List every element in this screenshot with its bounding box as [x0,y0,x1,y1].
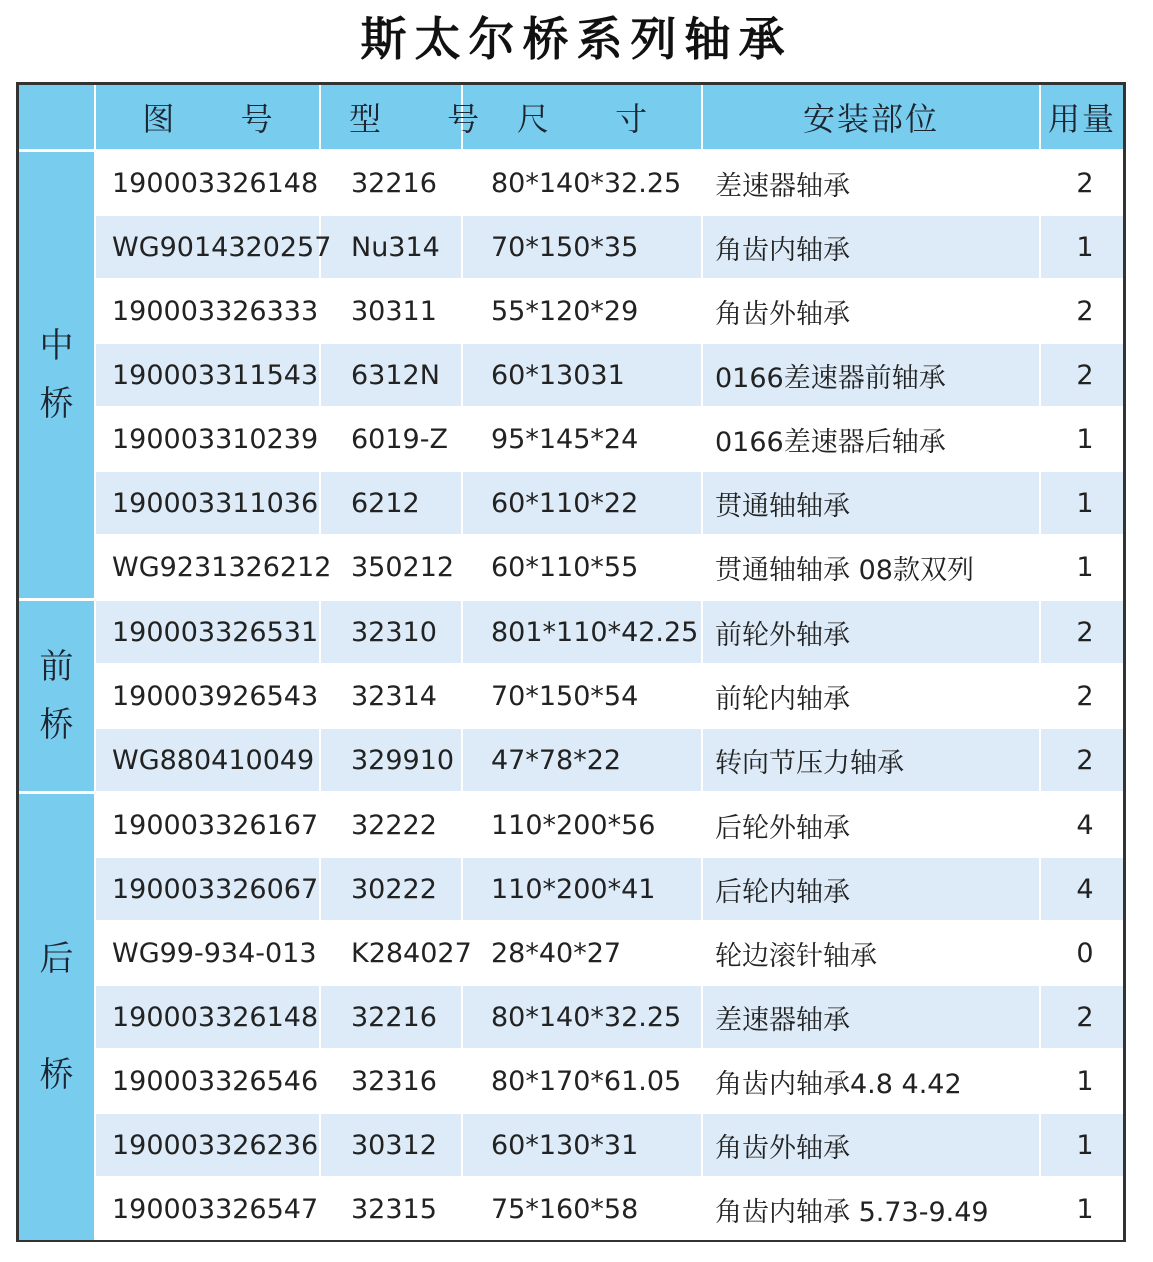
table-row [19,664,1123,728]
table-row [19,471,1123,535]
table-row [19,215,1123,279]
fig-no-cell: 190003310239 [95,407,320,471]
position-cell: 角齿外轴承 [702,279,1040,343]
fig-no-cell: WG99-934-013 [95,921,320,985]
header-group-blank [19,85,95,151]
table-row [19,279,1123,343]
qty-cell: 4 [1040,793,1123,858]
header-position: 安装部位 [702,85,1040,151]
qty-cell: 2 [1040,664,1123,728]
group-label: 前 桥 [39,647,74,745]
qty-cell: 2 [1040,279,1123,343]
model-cell: 32316 [320,1049,462,1113]
qty-cell: 1 [1040,215,1123,279]
fig-no-cell: 190003326547 [95,1177,320,1240]
header-fig-no: 图 号 [95,85,320,151]
qty-cell: 4 [1040,857,1123,921]
size-cell: 80*170*61.05 [462,1049,702,1113]
fig-no-cell: WG9014320257 [95,215,320,279]
group-label-cell [19,793,95,1241]
fig-no-cell: 190003311036 [95,471,320,535]
size-cell: 70*150*54 [462,664,702,728]
fig-no-cell: 190003326167 [95,793,320,858]
position-cell: 角齿内轴承 [702,215,1040,279]
size-cell: 70*150*35 [462,215,702,279]
fig-no-cell: 190003326148 [95,151,320,216]
size-cell: 55*120*29 [462,279,702,343]
qty-cell: 1 [1040,1177,1123,1240]
qty-cell: 1 [1040,1049,1123,1113]
group-label-cell [19,600,95,793]
model-cell: 32314 [320,664,462,728]
position-cell: 差速器轴承 [702,151,1040,216]
table-row [19,1113,1123,1177]
table-row [19,857,1123,921]
size-cell: 47*78*22 [462,728,702,793]
fig-no-cell: 190003326531 [95,600,320,665]
model-cell: 6212 [320,471,462,535]
qty-cell: 1 [1040,535,1123,600]
table-row [19,600,1123,665]
qty-cell: 1 [1040,1113,1123,1177]
model-cell: 32310 [320,600,462,665]
position-cell: 贯通轴轴承 08款双列 [702,535,1040,600]
fig-no-cell: 190003326333 [95,279,320,343]
header-size: 尺 寸 [462,85,702,151]
position-cell: 轮边滚针轴承 [702,921,1040,985]
size-cell: 110*200*41 [462,857,702,921]
model-cell: K284027 [320,921,462,985]
model-cell: 350212 [320,535,462,600]
group-label-cell [19,151,95,600]
table-body [19,151,1123,1241]
bearing-table [19,85,1123,1240]
fig-no-cell: WG880410049 [95,728,320,793]
fig-no-cell: 190003326148 [95,985,320,1049]
model-cell: 329910 [320,728,462,793]
table-row [19,921,1123,985]
fig-no-cell: 190003326546 [95,1049,320,1113]
qty-cell: 2 [1040,343,1123,407]
position-cell: 后轮外轴承 [702,793,1040,858]
model-cell: 32222 [320,793,462,858]
position-cell: 前轮外轴承 [702,600,1040,665]
size-cell: 80*140*32.25 [462,151,702,216]
table-row [19,151,1123,216]
table-row [19,1177,1123,1240]
size-cell: 95*145*24 [462,407,702,471]
size-cell: 60*13031 [462,343,702,407]
group-label: 后 桥 [39,939,74,1095]
model-cell: Nu314 [320,215,462,279]
qty-cell: 2 [1040,151,1123,216]
qty-cell: 2 [1040,985,1123,1049]
table-row [19,407,1123,471]
position-cell: 0166差速器前轴承 [702,343,1040,407]
page-title: 斯太尔桥系列轴承 [360,12,793,66]
qty-cell: 1 [1040,407,1123,471]
model-cell: 32315 [320,1177,462,1240]
model-cell: 30312 [320,1113,462,1177]
header-model: 型 号 [320,85,462,151]
fig-no-cell: WG9231326212 [95,535,320,600]
position-cell: 贯通轴轴承 [702,471,1040,535]
qty-cell: 2 [1040,600,1123,665]
position-cell: 角齿内轴承4.8 4.42 [702,1049,1040,1113]
table-row [19,985,1123,1049]
table-row [19,1049,1123,1113]
fig-no-cell: 190003311543 [95,343,320,407]
qty-cell: 1 [1040,471,1123,535]
table-row [19,343,1123,407]
size-cell: 801*110*42.25 [462,600,702,665]
size-cell: 28*40*27 [462,921,702,985]
model-cell: 30311 [320,279,462,343]
fig-no-cell: 190003326067 [95,857,320,921]
qty-cell: 0 [1040,921,1123,985]
position-cell: 差速器轴承 [702,985,1040,1049]
size-cell: 60*110*55 [462,535,702,600]
model-cell: 6019-Z [320,407,462,471]
bearing-table-frame [16,82,1126,1242]
position-cell: 前轮内轴承 [702,664,1040,728]
position-cell: 0166差速器后轴承 [702,407,1040,471]
size-cell: 75*160*58 [462,1177,702,1240]
size-cell: 80*140*32.25 [462,985,702,1049]
position-cell: 角齿外轴承 [702,1113,1040,1177]
model-cell: 6312N [320,343,462,407]
fig-no-cell: 190003926543 [95,664,320,728]
table-row [19,728,1123,793]
size-cell: 60*130*31 [462,1113,702,1177]
table-row [19,793,1123,858]
position-cell: 角齿内轴承 5.73-9.49 [702,1177,1040,1240]
table-header-row [19,85,1123,151]
position-cell: 后轮内轴承 [702,857,1040,921]
qty-cell: 2 [1040,728,1123,793]
table-row [19,535,1123,600]
model-cell: 30222 [320,857,462,921]
size-cell: 110*200*56 [462,793,702,858]
header-qty: 用量 [1040,85,1123,151]
group-label: 中 桥 [39,326,74,424]
model-cell: 32216 [320,151,462,216]
fig-no-cell: 190003326236 [95,1113,320,1177]
size-cell: 60*110*22 [462,471,702,535]
position-cell: 转向节压力轴承 [702,728,1040,793]
model-cell: 32216 [320,985,462,1049]
